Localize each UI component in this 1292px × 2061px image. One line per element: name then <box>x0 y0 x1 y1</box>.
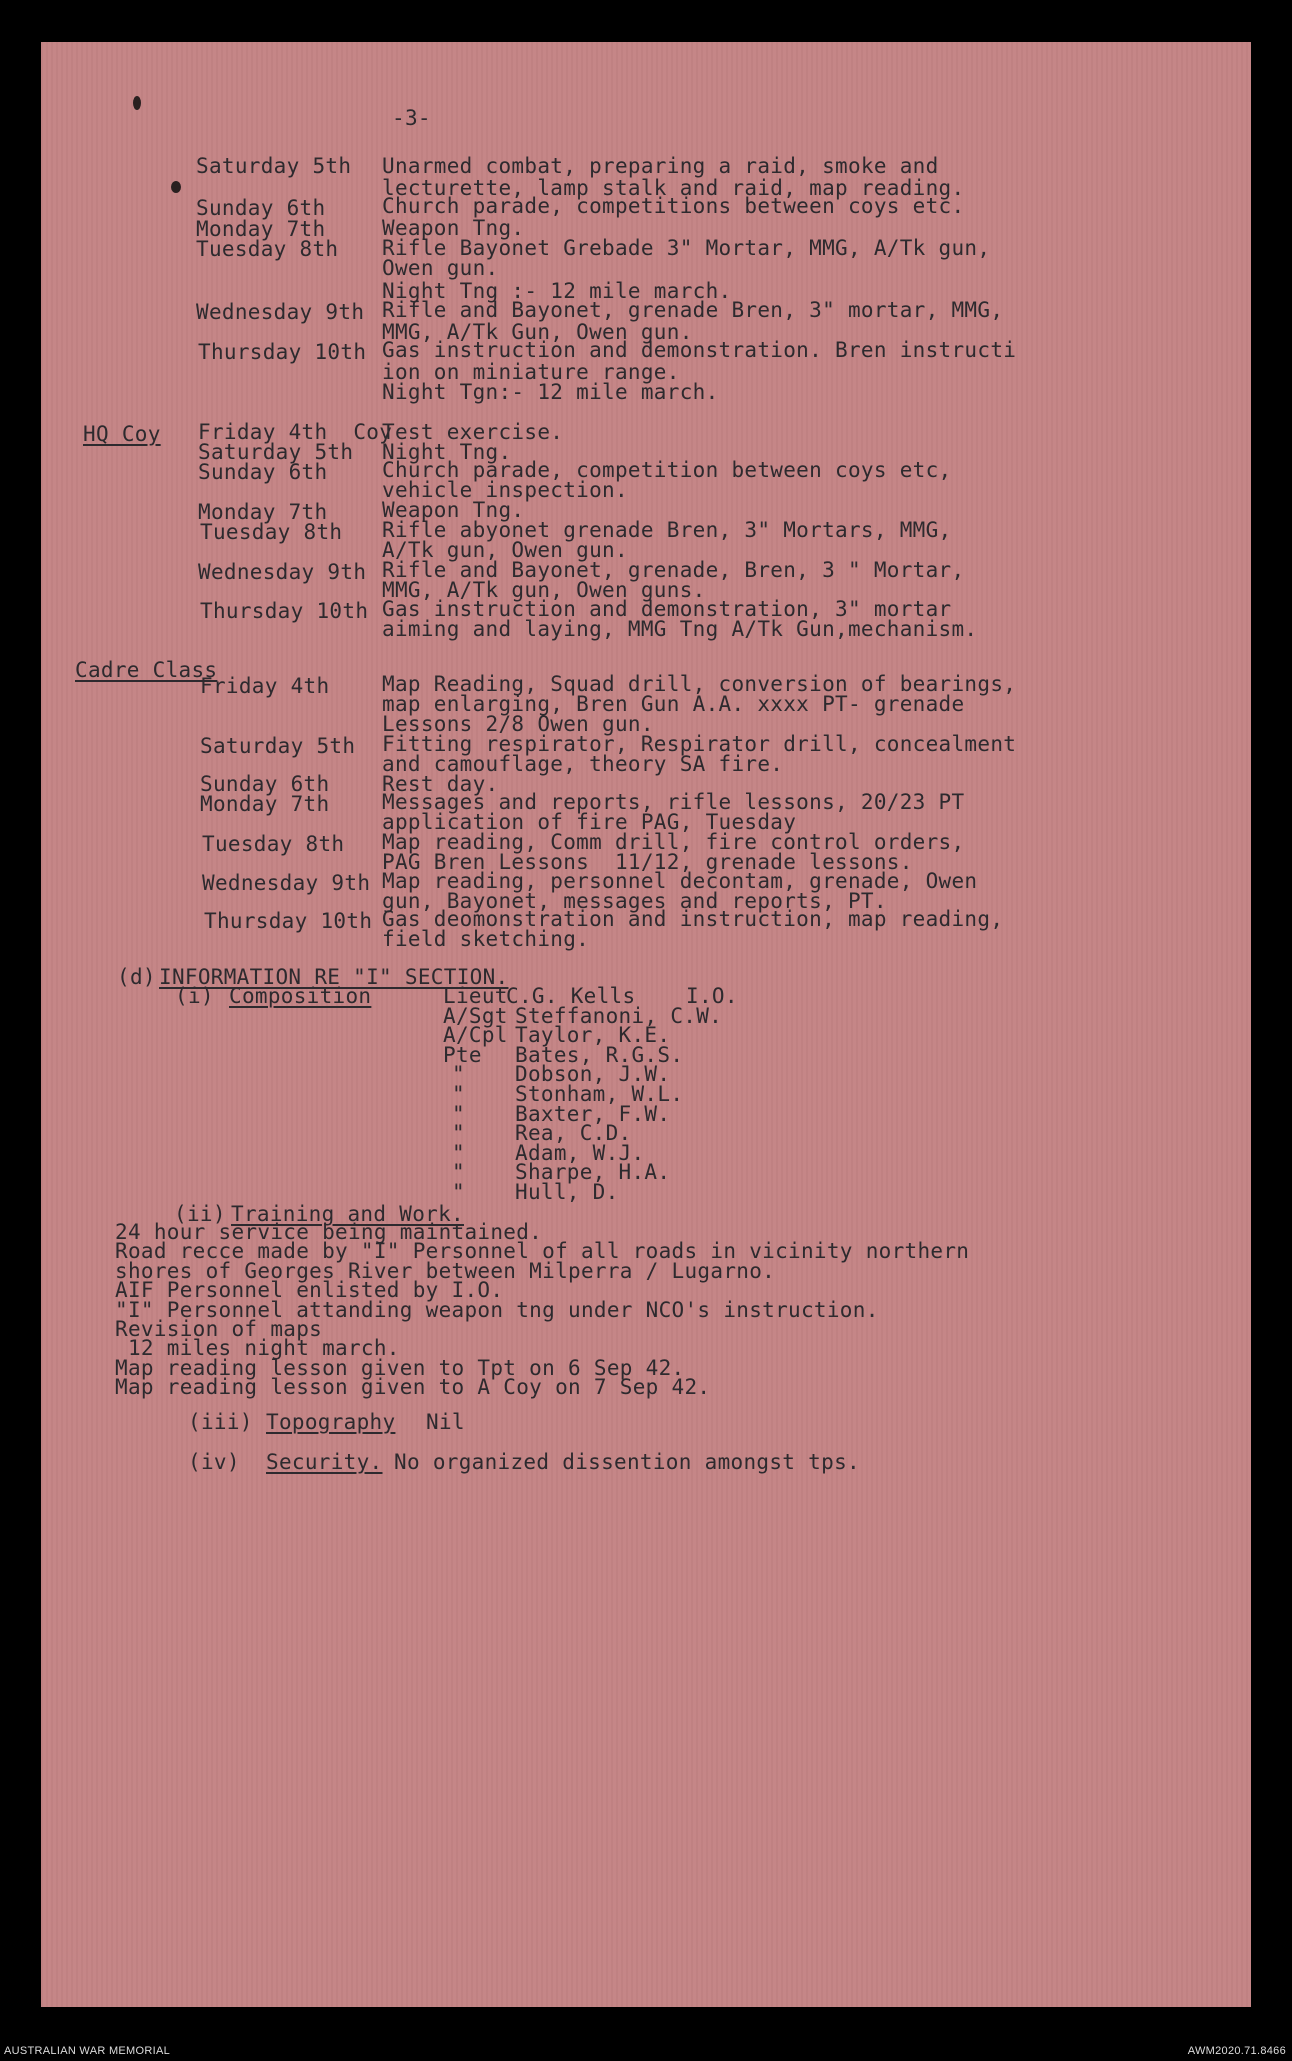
personnel-rank: " <box>452 1062 465 1086</box>
training-line: 24 hour service being maintained. <box>115 1220 543 1244</box>
cadre-text: Map reading, personnel decontam, grenade, Owen <box>382 869 978 893</box>
personnel-name: Dobson, J.W. <box>515 1062 671 1086</box>
composition-label: Composition <box>229 984 372 1008</box>
personnel-rank: Lieut <box>443 984 508 1008</box>
cadre-text: and camouflage, theory SA fire. <box>382 752 784 776</box>
cadre-day: Tuesday 8th <box>202 832 345 856</box>
personnel-rank: " <box>452 1121 465 1145</box>
security-label: Security. <box>266 1450 383 1474</box>
schedule-a-day: Thursday 10th <box>198 340 367 364</box>
cadre-text: Map reading, Comm drill, fire control orders, <box>382 830 965 854</box>
cadre-text: PAG Bren Lessons 11/12, grenade lessons. <box>382 850 913 874</box>
personnel-rank: A/Cpl <box>443 1023 508 1047</box>
hq-day: Thursday 10th <box>200 599 369 623</box>
personnel-rank: Pte <box>443 1043 482 1067</box>
schedule-a-day: Monday 7th <box>196 217 326 241</box>
hq-text: aiming and laying, MMG Tng A/Tk Gun,mechanism. <box>382 617 978 641</box>
training-line: Road recce made by "I" Personnel of all roads in vicinity northern <box>115 1239 970 1263</box>
personnel-name: C.G. Kells <box>506 984 636 1008</box>
schedule-a-day: Sunday 6th <box>196 196 326 220</box>
cadre-day: Saturday 5th <box>200 734 356 758</box>
schedule-a-text: Gas instruction and demonstration. Bren instructi <box>382 338 1017 362</box>
hq-day: Sunday 6th <box>198 460 328 484</box>
cadre-day: Thursday 10th <box>204 909 373 933</box>
security-num: (iv) <box>188 1450 240 1474</box>
cadre-text: Map Reading, Squad drill, conversion of bearings, <box>382 672 1017 696</box>
personnel-rank: " <box>452 1141 465 1165</box>
schedule-a-text: lecturette, lamp stalk and raid, map reading. <box>382 176 965 200</box>
topography-value: Nil <box>426 1410 465 1434</box>
document-page <box>41 42 1251 2007</box>
cadre-day: Sunday 6th <box>200 772 330 796</box>
personnel-rank: A/Sgt <box>443 1004 508 1028</box>
personnel-name: Baxter, F.W. <box>515 1102 671 1126</box>
cadre-text: Fitting respirator, Respirator drill, concealment <box>382 732 1017 756</box>
hq-day: Monday 7th <box>198 500 328 524</box>
section-label-cadre-class: Cadre Class <box>75 658 218 682</box>
schedule-a-text: Night Tng :- 12 mile march. <box>382 279 732 303</box>
footer-archive-name: AUSTRALIAN WAR MEMORIAL <box>4 2045 171 2057</box>
cadre-day: Wednesday 9th <box>202 871 371 895</box>
training-line: Revision of maps <box>115 1317 323 1341</box>
hq-text: MMG, A/Tk gun, Owen guns. <box>382 578 706 602</box>
schedule-a-text: Weapon Tng. <box>382 216 525 240</box>
personnel-name: Adam, W.J. <box>515 1141 645 1165</box>
schedule-a-text: Unarmed combat, preparing a raid, smoke and <box>382 154 939 178</box>
schedule-a-text: MMG, A/Tk Gun, Owen gun. <box>382 320 693 344</box>
cadre-text: map enlarging, Bren Gun A.A. xxxx PT- grenade <box>382 692 965 716</box>
personnel-rank: " <box>452 1180 465 1204</box>
hq-day: Friday 4th Coy <box>198 420 393 444</box>
ink-blot <box>171 181 181 193</box>
personnel-name: Sharpe, H.A. <box>515 1160 671 1184</box>
training-num: (ii) <box>174 1202 226 1226</box>
training-line: Map reading lesson given to A Coy on 7 Sep 42. <box>115 1375 711 1399</box>
schedule-a-day: Saturday 5th <box>196 154 352 178</box>
cadre-day: Monday 7th <box>200 792 330 816</box>
topography-num: (iii) <box>188 1410 253 1434</box>
schedule-a-text: Rifle Bayonet Grebade 3" Mortar, MMG, A/Tk gun, <box>382 236 991 260</box>
training-line: AIF Personnel enlisted by I.O. <box>115 1278 504 1302</box>
hq-text: Weapon Tng. <box>382 498 525 522</box>
cadre-text: Rest day. <box>382 772 499 796</box>
schedule-a-text: Night Tgn:- 12 mile march. <box>382 380 719 404</box>
schedule-a-text: Owen gun. <box>382 256 499 280</box>
personnel-name: Stonham, W.L. <box>515 1082 684 1106</box>
topography-label: Topography <box>266 1410 396 1434</box>
section-d-heading: INFORMATION RE "I" SECTION. <box>159 965 509 989</box>
cadre-day: Friday 4th <box>200 674 330 698</box>
training-label: Training and Work. <box>231 1202 464 1226</box>
section-label-hq-coy: HQ Coy <box>83 422 161 446</box>
hq-text: vehicle inspection. <box>382 478 628 502</box>
schedule-a-day: Wednesday 9th <box>196 300 365 324</box>
cadre-text: gun, Bayonet, messages and reports, PT. <box>382 889 887 913</box>
page-number: -3- <box>392 106 431 130</box>
personnel-rank: " <box>452 1082 465 1106</box>
personnel-name: Taylor, K.E. <box>515 1023 671 1047</box>
schedule-a-text: Rifle and Bayonet, grenade Bren, 3" mortar, MMG, <box>382 298 1004 322</box>
hq-day: Wednesday 9th <box>198 560 367 584</box>
hq-text: Test exercise. <box>382 420 564 444</box>
cadre-text: Gas deomonstration and instruction, map reading, <box>382 907 1004 931</box>
training-line: 12 miles night march. <box>115 1336 400 1360</box>
security-value: No organized dissention amongst tps. <box>394 1450 860 1474</box>
schedule-a-text: Church parade, competitions between coys etc. <box>382 194 965 218</box>
personnel-rank: " <box>452 1160 465 1184</box>
hq-day: Tuesday 8th <box>200 520 343 544</box>
hq-text: Rifle abyonet grenade Bren, 3" Mortars, MMG, <box>382 518 952 542</box>
cadre-text: Messages and reports, rifle lessons, 20/23 PT <box>382 790 965 814</box>
personnel-name: Rea, C.D. <box>515 1121 632 1145</box>
hq-day: Saturday 5th <box>198 440 354 464</box>
personnel-name: Hull, D. <box>515 1180 619 1204</box>
cadre-text: field sketching. <box>382 927 590 951</box>
personnel-role: I.O. <box>686 984 738 1008</box>
schedule-a-text: ion on miniature range. <box>382 360 680 384</box>
hq-text: Night Tng. <box>382 440 512 464</box>
cadre-text: Lessons 2/8 Owen gun. <box>382 712 654 736</box>
ink-blot <box>133 96 141 110</box>
footer-accession-number: AWM2020.71.8466 <box>1187 2045 1286 2057</box>
personnel-name: Bates, R.G.S. <box>515 1043 684 1067</box>
hq-text: Church parade, competition between coys etc, <box>382 458 952 482</box>
training-line: "I" Personnel attanding weapon tng under NCO's instruction. <box>115 1298 879 1322</box>
hq-text: Gas instruction and demonstration, 3" mortar <box>382 597 952 621</box>
hq-text: Rifle and Bayonet, grenade, Bren, 3 " Mortar, <box>382 558 965 582</box>
schedule-a-day: Tuesday 8th <box>196 237 339 261</box>
hq-text: A/Tk gun, Owen gun. <box>382 538 628 562</box>
personnel-rank: " <box>452 1102 465 1126</box>
personnel-name: Steffanoni, C.W. <box>515 1004 723 1028</box>
cadre-text: application of fire PAG, Tuesday <box>382 810 797 834</box>
section-d-prefix: (d) <box>117 965 169 989</box>
training-line: shores of Georges River between Milperra / Lugarno. <box>115 1259 776 1283</box>
composition-num: (i) <box>175 984 214 1008</box>
training-line: Map reading lesson given to Tpt on 6 Sep 42. <box>115 1356 685 1380</box>
